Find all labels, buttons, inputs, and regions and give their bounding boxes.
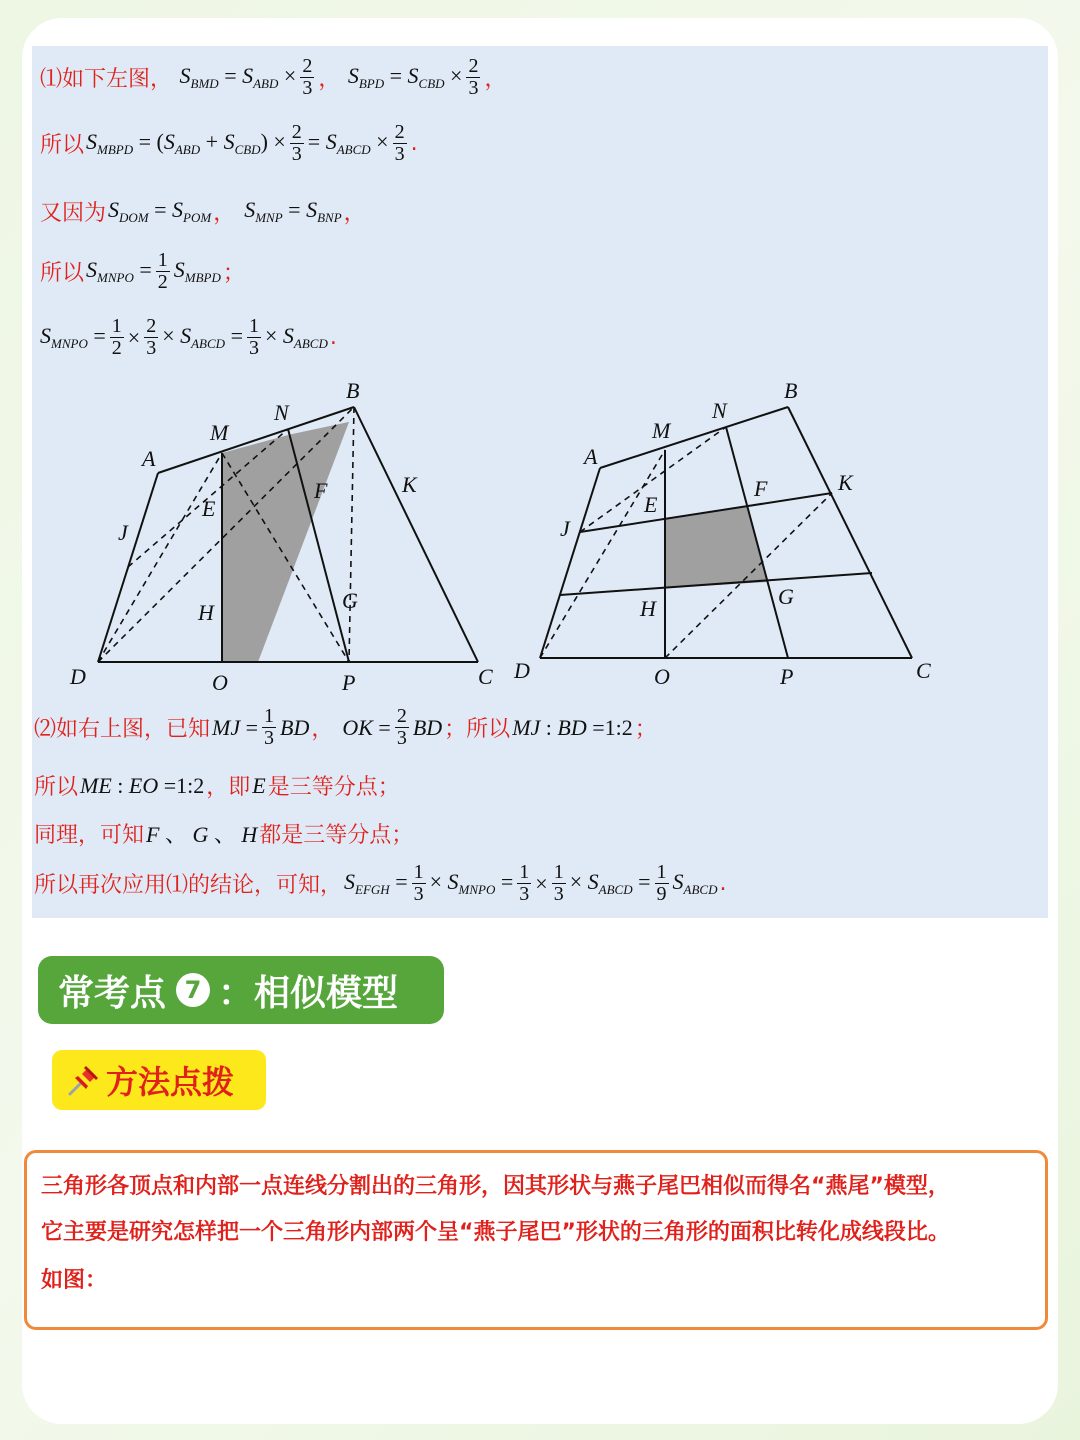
formula: BD [280, 714, 310, 740]
label-P: P [342, 670, 356, 695]
formula: E [252, 772, 266, 798]
line-text: ⑴如下左图， [40, 67, 173, 92]
fraction: $\frac{2}{3}$ [302, 55, 313, 99]
formula: $S_{DOM} = S_{POM}$ [108, 197, 212, 225]
label-F: F [314, 478, 328, 503]
label-A: A [142, 446, 156, 471]
label-A: A [584, 444, 598, 469]
explanation-line-1: 三角形各顶点和内部一点连线分割出的三角形，因其形状与燕子尾巴相似而得名“燕尾”模型， [41, 1174, 950, 1199]
solution-line-8 [34, 818, 413, 849]
formula: OK = [342, 714, 391, 740]
line-text: 又因为 [40, 201, 107, 226]
formula: $S_{BMD} = S_{ABD}$ × [174, 63, 297, 91]
fraction: $\frac{2}{3}$ [146, 315, 157, 359]
label-N: N [274, 400, 289, 425]
label-E: E [202, 496, 216, 521]
explanation-box [24, 1150, 1048, 1330]
formula: MJ : BD =1:2 [512, 714, 633, 740]
formula: $S_{MBPD}$ [173, 257, 221, 285]
label-C: C [478, 664, 493, 689]
method-label-text: 方法点拨 [106, 1063, 235, 1101]
line-text: 所以 [40, 261, 85, 286]
formula: × $S_{ABCD}$ = [162, 323, 243, 351]
line-text: 同理，可知 [34, 823, 145, 848]
label-G: G [778, 584, 794, 609]
heading-text: 常考点 [58, 972, 167, 1014]
label-M: M [652, 418, 671, 443]
fraction: $\frac{1}{3}$ [413, 861, 424, 905]
line-text: ，即 [206, 775, 251, 800]
formula: F 、 G 、 H [146, 822, 258, 847]
operator: × [535, 870, 548, 896]
label-G: G [342, 588, 358, 613]
formula: ME : EO =1:2 [80, 772, 205, 798]
label-J: J [118, 520, 128, 545]
solution-line-2: 所以 $S_{MBPD} = (S_{ABD} + S_{CBD})$ × $\frac{2}{3}$ = $S_{ABCD}$ × $\frac{2}{3}$ . [40, 121, 418, 165]
section-heading [38, 956, 444, 1024]
label-N: N [712, 398, 727, 423]
fraction: $\frac{2}{3}$ [291, 121, 302, 165]
line-text: ；所以 [444, 717, 511, 742]
formula: BD [412, 714, 443, 740]
fraction: $\frac{1}{3}$ [248, 315, 259, 359]
fraction: $\frac{2}{3}$ [394, 121, 405, 165]
label-E: E [644, 492, 658, 517]
label-O: O [654, 664, 670, 689]
label-D: D [514, 658, 530, 683]
pushpin-icon [66, 1062, 102, 1098]
fraction: $\frac{2}{3}$ [396, 705, 407, 749]
fraction: $\frac{1}{3}$ [553, 861, 564, 905]
method-label [52, 1050, 266, 1110]
solution-line-1: ⑴如下左图， $S_{BMD} = S_{ABD}$ × $\frac{2}{3}$ ， $S_{BPD} = S_{CBD}$ × $\frac{2}{3}$ ， [40, 55, 507, 99]
label-O: O [212, 670, 228, 695]
label-C: C [916, 658, 931, 683]
formula: $S_{MNPO}$ = [86, 257, 152, 285]
solution-line-4: 所以 $S_{MNPO}$ = $\frac{1}{2}$ $S_{MBPD}$ ； [40, 249, 245, 293]
fraction: $\frac{1}{2}$ [111, 315, 122, 359]
formula: $S_{MBPD} = (S_{ABD} + S_{CBD})$ × [86, 129, 286, 157]
label-J: J [560, 516, 570, 541]
fraction: $\frac{1}{3}$ [519, 861, 530, 905]
label-H: H [198, 600, 214, 625]
line-text: 都是三等分点； [259, 823, 414, 848]
line-text: 所以 [40, 133, 85, 158]
label-D: D [70, 664, 86, 689]
label-F: F [754, 476, 768, 501]
label-P: P [780, 664, 794, 689]
fraction: $\frac{2}{3}$ [468, 55, 479, 99]
formula: × $S_{ABCD}$ = [569, 869, 651, 897]
explanation-line-2: 它主要是研究怎样把一个三角形内部两个呈“燕子尾巴”形状的三角形的面积比转化成线段比。 [41, 1220, 950, 1245]
label-K: K [838, 470, 853, 495]
label-M: M [210, 420, 229, 445]
formula: × $S_{MNPO}$ = [429, 869, 514, 897]
formula: $S_{BPD} = S_{CBD}$ × [342, 63, 463, 91]
line-text: 所以 [34, 775, 79, 800]
explanation-line-3: 如图： [41, 1268, 108, 1293]
solution-line-9: 所以再次应用⑴的结论，可知， $S_{EFGH}$ = $\frac{1}{3}$ × $S_{MNPO}$ = $\frac{1}{3}$ × $\frac{1}{3}$ × $S_{ABCD}$ = $\frac{1}{9}$ $S_{ABCD}$ . [34, 861, 727, 905]
line-text: 所以再次应用⑴的结论，可知， [34, 873, 343, 898]
label-B: B [784, 378, 798, 403]
operator: × [127, 324, 141, 350]
solution-line-7 [34, 770, 400, 801]
line-text: ⑵如右上图，已知 [34, 717, 211, 742]
fraction: $\frac{1}{2}$ [157, 249, 168, 293]
fraction: $\frac{1}{3}$ [264, 705, 275, 749]
formula: MJ = [212, 714, 259, 740]
formula: $S_{EFGH}$ = [344, 869, 408, 897]
label-K: K [402, 472, 417, 497]
line-text: 是三等分点； [267, 775, 400, 800]
label-H: H [640, 596, 656, 621]
formula: $S_{MNP} = S_{BNP}$ [244, 197, 342, 225]
formula: $S_{MNPO}$ = [40, 323, 106, 351]
formula: $S_{ABCD}$ [672, 869, 718, 897]
formula: = $S_{ABCD}$ × [307, 129, 389, 157]
fraction: $\frac{1}{9}$ [656, 861, 667, 905]
geometry-diagrams [32, 372, 972, 702]
label-B: B [346, 378, 360, 403]
heading-text-rest: ：相似模型 [218, 972, 399, 1014]
number-badge: 7 [176, 973, 210, 1007]
solution-line-5: $S_{MNPO}$ = $\frac{1}{2}$ × $\frac{2}{3}$ × $S_{ABCD}$ = $\frac{1}{3}$ × $S_{ABCD}$ . [40, 315, 337, 359]
formula: × $S_{ABCD}$ [264, 323, 328, 351]
solution-line-3: 又因为 $S_{DOM} = S_{POM}$ ， $S_{MNP} = S_{BNP}$ ， [40, 197, 366, 226]
solution-line-6: ⑵如右上图，已知 MJ = $\frac{1}{3}$ BD ， OK = $\frac{2}{3}$ BD ；所以 MJ : BD =1:2 ； [34, 705, 657, 749]
